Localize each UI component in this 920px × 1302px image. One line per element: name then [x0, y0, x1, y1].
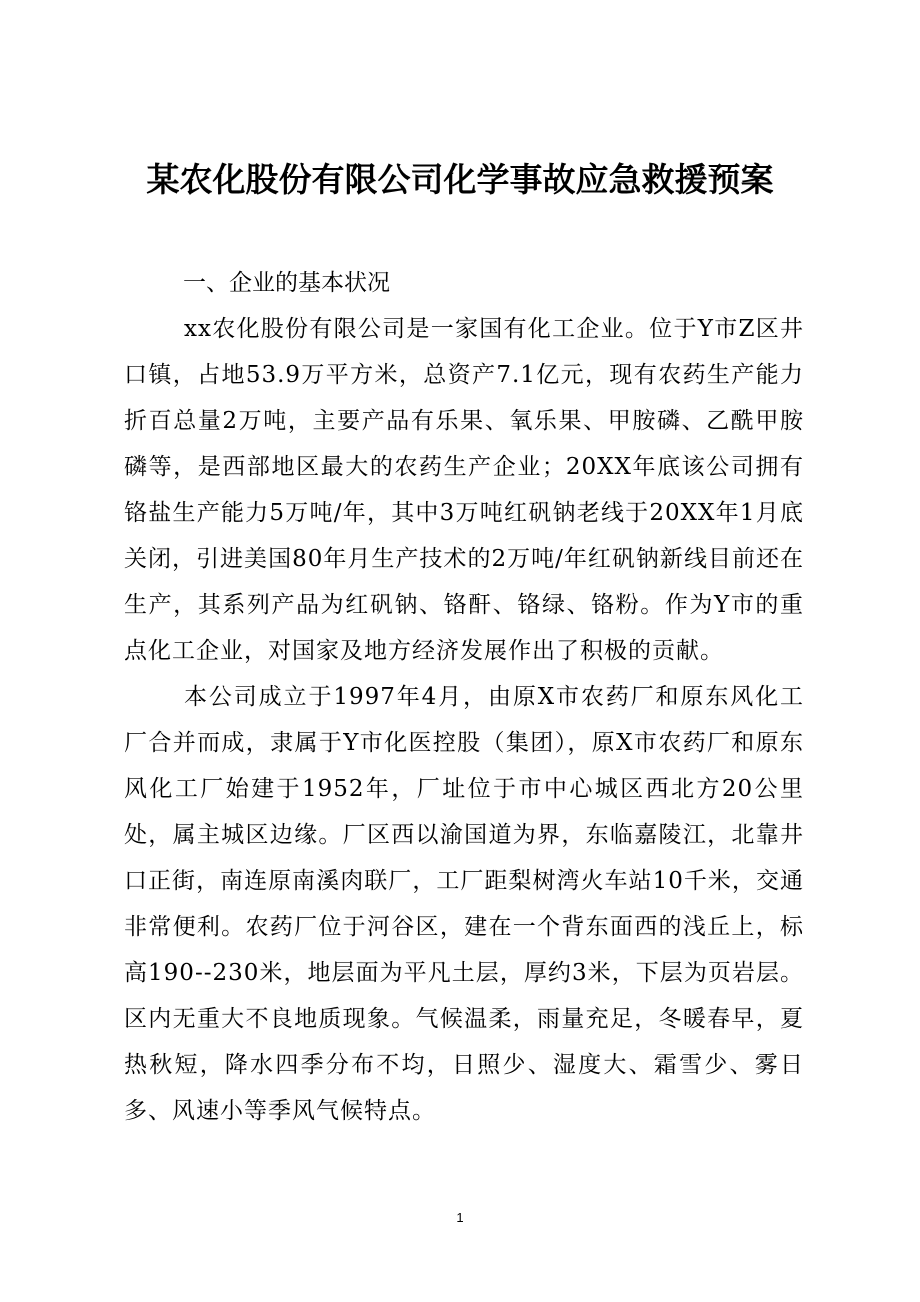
paragraph-company-history-location: 本公司成立于1997年4月，由原X市农药厂和原东风化工厂合并而成，隶属于Y市化医控股（集团），原X市农药厂和原东风化工厂始建于1952年，厂址位于市中心城区西北方20公里处，属主城区边缘。厂区西以渝国道为界，东临嘉陵江，北靠井口正街，南连原南溪肉联厂，工厂距梨树湾火车站10千米，交通非常便利。农药厂位于河谷区，建在一个背东面西的浅丘上，标高190--230米，地层面为平凡土层，厚约3米，下层为页岩层。区内无重大不良地质现象。气候温柔，雨量充足，冬暖春早，夏热秋短，降水四季分布不均，日照少、湿度大、霜雪少、雾日多、风速小等季风气候特点。	[124, 684, 804, 1124]
paragraph-company-overview: xx农化股份有限公司是一家国有化工企业。位于Y市Z区井口镇，占地53.9万平方米，总资产7.1亿元，现有农药生产能力折百总量2万吨，主要产品有乐果、氧乐果、甲胺磷、乙酰甲胺磷等，是西部地区最大的农药生产企业；20XX年底该公司拥有铬盐生产能力5万吨/年，其中3万吨红矾钠老线于20XX年1月底关闭，引进美国80年月生产技术的2万吨/年红矾钠新线目前还在生产，其系列产品为红矾钠、铬酐、铬绿、铬粉。作为Y市的重点化工企业，对国家及地方经济发展作出了积极的贡献。	[124, 316, 804, 664]
section-heading: 一、企业的基本状况	[183, 270, 390, 296]
page-number: 1	[456, 1210, 464, 1225]
document-body	[124, 260, 804, 1134]
document-title: 某农化股份有限公司化学事故应急救援预案	[146, 160, 774, 199]
